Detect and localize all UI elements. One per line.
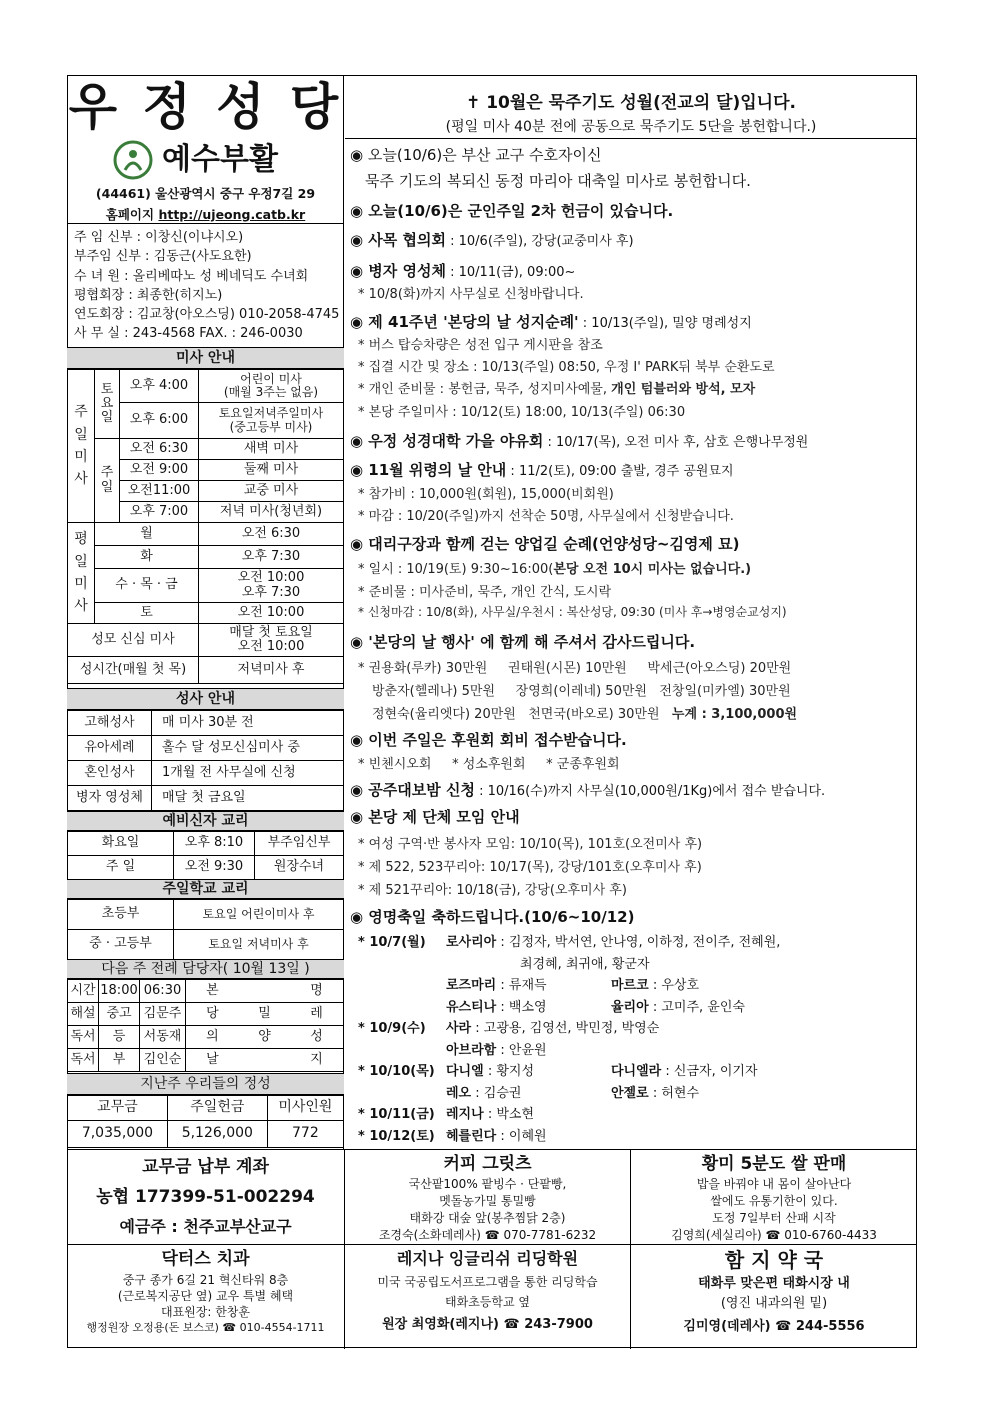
offering-value: 7,035,000 (68, 1121, 168, 1148)
liturgy-role: 해설 (68, 1003, 99, 1026)
catechumen-header: 예비신자 교리 (67, 811, 344, 831)
notice-sub-bold: 개인 텀블러와 방석, 모자 (611, 382, 756, 397)
feast-saint: 다니엘 (446, 1064, 484, 1079)
feast-saint: 레오 (446, 1085, 472, 1101)
notice-sub: * 준비물 : 미사준비, 묵주, 개인 간식, 도시락 (358, 585, 612, 600)
staff-line: 부주임 신부 : 김동근(사도요한) (74, 249, 252, 265)
rice-ad (631, 1152, 917, 1244)
liturgy-cell: 부 (99, 1049, 140, 1072)
donor-line: * 권용화(루카) 30만원 권태원(시몬) 10만원 박세근(아오스딩) 20만원 (358, 661, 792, 676)
notice-sub: * 10/8(화)까지 사무실로 신청바랍니다. (358, 287, 584, 302)
feast-names: 김승권 (483, 1085, 522, 1101)
marian-time: 오전 10:00 (237, 639, 305, 654)
bank-account: 농협 177399-51-002294 (96, 1187, 315, 1207)
notice-heading: ◉ 우정 성경대학 가을 야유회 (350, 432, 544, 450)
marian-mass-label: 성모 신심 미사 (68, 624, 199, 657)
donor-line (372, 703, 797, 722)
notice-sub: * 제 522, 523꾸리아: 10/17(목), 강당/101호(오후미사 후) (358, 860, 702, 875)
coffee-line: 국산팥100% 팥빙수 · 단팥빵, (408, 1177, 567, 1191)
liturgy-cell: 본 (186, 980, 239, 1003)
notice-heading: ◉ 11월 위령의 날 안내 (350, 461, 507, 479)
class-day: 주 일 (68, 856, 174, 880)
mass-name: 새벽 미사 (199, 439, 344, 460)
rice-line: 쌀에도 유통기한이 있다. (710, 1194, 838, 1208)
notice-sub: * 집결 시간 및 장소 : 10/13(주일) 08:50, 우정 I' PARK뒤 북부 순환도로 (358, 360, 775, 375)
feast-saint: 헤를린다 (446, 1128, 497, 1144)
feast-entry: 유스티나 : 백소영 (446, 999, 547, 1015)
notice-detail: : 10/16(수)까지 사무실(10,000원/1Kg)에서 접수 받습니다. (474, 784, 826, 799)
notice-detail: : 10/17(목), 오전 미사 후, 삼호 은행나무정원 (543, 435, 809, 450)
feast-saint: 레지나 (446, 1107, 484, 1122)
notice-item: ◉ 대리구장과 함께 걷는 양업길 순례(언양성당~김영제 묘) (350, 535, 740, 553)
school-time: 토요일 저녁미사 후 (174, 930, 344, 960)
notice-detail: : 11/2(토), 09:00 출발, 경주 공원묘지 (506, 464, 734, 479)
pharmacy-ad (631, 1246, 917, 1340)
notice-detail: : 10/13(주일), 밀양 명례성지 (578, 316, 752, 331)
donor-total: 누계 : 3,100,000원 (671, 707, 798, 722)
feast-names: 류재득 (508, 978, 547, 993)
offering-label: 주일헌금 (167, 1096, 267, 1121)
mass-name: 어린이 미사 (240, 371, 302, 386)
liturgy-cell: 레 (290, 1003, 343, 1026)
feast-saint: 마르코 (611, 978, 649, 993)
homepage-line (67, 205, 344, 223)
feast-names: 신금자, 이기자 (673, 1064, 758, 1079)
weekday: 월 (95, 523, 199, 546)
liturgy-cell: 김문주 (140, 1003, 186, 1026)
mass-time: 오후 4:00 (120, 370, 199, 403)
feast-names: 안윤원 (508, 1042, 547, 1058)
weekday-time: 오후 7:30 (199, 546, 344, 569)
coffee-line: 태화강 대숲 앞(봉추찜닭 2층) (409, 1211, 566, 1225)
feast-entry: 다니엘라 : 신금자, 이기자 (611, 1064, 758, 1079)
offering-label: 교무금 (68, 1096, 168, 1121)
sacrament-desc: 홀수 달 성모신심미사 중 (152, 736, 344, 761)
notice-sub: * 참가비 : 10,000원(회원), 15,000(비회원) (358, 487, 614, 502)
liturgy-table (67, 979, 344, 1072)
sunday-mass-label: 주일미사 (68, 370, 95, 523)
liturgy-cell: 의 (186, 1026, 239, 1049)
sacrament-name: 혼인성사 (68, 761, 152, 786)
notice-detail: : 10/6(주일), 강당(교중미사 후) (445, 234, 634, 249)
offering-label: 미사인원 (267, 1096, 343, 1121)
school-time: 토요일 어린이미사 후 (174, 900, 344, 930)
liturgy-cell: 성 (290, 1026, 343, 1049)
feast-entry: 로즈마리 : 류재득 (446, 978, 547, 993)
feast-entry: 헤를린다 : 이혜원 (446, 1128, 547, 1144)
class-teacher: 원장수녀 (255, 856, 344, 880)
liturgy-cell: 중고 (99, 1003, 140, 1026)
mass-name: 저녁 미사(청년회) (199, 502, 344, 523)
coffee-line: 멧돌농가밀 통밀빵 (439, 1194, 536, 1208)
notice-item: 묵주 기도의 복되신 동정 마리아 대축일 미사로 봉헌합니다. (365, 172, 751, 190)
notice-sub: * 제 521꾸리아: 10/18(금), 강당(오후미사 후) (358, 883, 627, 898)
notice-sub: * 본당 주일미사 : 10/12(토) 18:00, 10/13(주일) 06:30 (358, 405, 686, 420)
catechumen-table (67, 831, 344, 880)
feast-date: * 10/7(월) (358, 935, 426, 950)
feast-entry: 사라 : 고광용, 김영선, 박민정, 박영순 (446, 1021, 660, 1036)
notice-sub: * 신청마감 : 10/8(화), 사무실/우천시 : 복산성당, 09:30 (미사 후→병영순교성지) (358, 605, 787, 619)
feast-saint: 다니엘라 (611, 1064, 662, 1079)
mass-name: 둘째 미사 (199, 460, 344, 481)
english-contact: 원장 최영화(레지나) ☎ 243-7900 (382, 1317, 593, 1332)
staff-line: 수 녀 원 : 올리베따노 성 베네딕도 수녀회 (74, 268, 309, 284)
notice-sub-bold: 본당 오전 10시 미사는 없습니다.) (553, 562, 752, 577)
notice-item (350, 459, 734, 480)
english-ad (345, 1246, 630, 1338)
mass-time: 오전11:00 (120, 481, 199, 502)
liturgy-cell: 06:30 (140, 980, 186, 1003)
divider (345, 138, 917, 139)
notice-subtitle: (평일 미사 40분 전에 공동으로 묵주기도 5단을 봉헌합니다.) (445, 119, 817, 135)
feast-date: * 10/11(금) (358, 1107, 435, 1122)
sacrament-desc: 매달 첫 금요일 (152, 786, 344, 811)
divider (67, 223, 344, 224)
english-line: 태화초등학교 옆 (445, 1295, 530, 1309)
sunday-school-table (67, 899, 344, 960)
feast-entry: 레지나 : 박소현 (446, 1107, 535, 1122)
weekday-time: 오전 10:00 (237, 570, 305, 586)
donor-line: 방춘자(헬레나) 5만원 장영희(이레네) 50만원 전창일(미카엘) 30만원 (372, 684, 791, 699)
sacrament-name: 병자 영성체 (68, 786, 152, 811)
mass-time: 오후 7:00 (120, 502, 199, 523)
feast-saint: 유스티나 (446, 999, 497, 1015)
dental-line: 중구 종가 6길 21 혁신타워 8층 (122, 1273, 289, 1287)
liturgy-cell: 18:00 (99, 980, 140, 1003)
notice-sub: * 버스 탑승차량은 성전 입구 게시판을 참조 (358, 338, 603, 353)
homepage-label: 홈페이지 (105, 207, 155, 222)
english-title: 레지나 잉글리쉬 리딩학원 (396, 1249, 579, 1268)
feast-saint: 사라 (446, 1021, 472, 1036)
feast-saint: 안젤로 (611, 1085, 649, 1101)
coffee-contact: 조경숙(소화데레사) ☎ 070-7781-6232 (378, 1228, 597, 1242)
mass-table (67, 369, 344, 684)
feast-entry: 다니엘 : 황지성 (446, 1064, 535, 1079)
adoration-label: 성시간(매월 첫 목) (68, 657, 199, 684)
rice-title: 황미 5분도 쌀 판매 (701, 1154, 847, 1174)
liturgy-cell: 서동재 (140, 1026, 186, 1049)
sunday-school-header: 주일학교 교리 (67, 879, 344, 899)
feast-names: 최경혜, 최귀애, 황군자 (520, 956, 650, 972)
coffee-ad (345, 1152, 630, 1244)
notice-sub: * 여성 구역·반 봉사자 모임: 10/10(목), 101호(오전미사 후) (358, 837, 703, 852)
class-day: 화요일 (68, 832, 174, 856)
notice-item: ◉ 이번 주일은 후원회 회비 접수받습니다. (350, 731, 627, 749)
staff-line: 연도회장 : 김교창(아오스딩) 010-2058-4745 (74, 307, 340, 323)
mass-name: 토요일저녁주일미사 (218, 406, 324, 421)
feast-saint: 율리아 (611, 999, 649, 1015)
staff-line: 사 무 실 : 243-4568 FAX. : 246-0030 (74, 326, 303, 342)
feast-entry: 레오 : 김승권 (446, 1085, 522, 1101)
offering-table (67, 1095, 344, 1148)
staff-line: 주 임 신부 : 이창신(이냐시오) (74, 230, 244, 245)
liturgy-cell: 명 (290, 980, 343, 1003)
notice-item: ◉ '본당의 날 행사' 에 함께 해 주셔서 감사드립니다. (350, 633, 696, 651)
liturgy-cell: 지 (290, 1049, 343, 1072)
mass-name: 교중 미사 (199, 481, 344, 502)
notice-item (350, 229, 634, 250)
notice-item (350, 430, 808, 451)
sacrament-name: 유아세례 (68, 736, 152, 761)
mass-time: 오전 6:30 (120, 439, 199, 460)
dental-line: 대표원장: 한창훈 (160, 1305, 250, 1319)
offering-header: 지난주 우리들의 정성 (67, 1073, 344, 1095)
offering-value: 772 (267, 1121, 343, 1148)
pharmacy-contact: 김미영(데레사) ☎ 244-5556 (683, 1319, 865, 1334)
feast-names: 허현수 (661, 1085, 700, 1101)
saturday-label: 토요일 (95, 370, 120, 439)
feast-saint: 아브라함 (446, 1042, 497, 1058)
liturgy-cell: 밀 (239, 1003, 290, 1026)
feast-saint: 로사리아 (446, 935, 497, 950)
weekday-mass-label: 평일미사 (68, 523, 95, 624)
weekday-time: 오후 7:30 (241, 584, 301, 600)
church-address: (44461) 울산광역시 중구 우정7길 29 (95, 186, 316, 201)
liturgy-role: 독서 (68, 1049, 99, 1072)
feast-names: 우상호 (661, 978, 700, 993)
dental-line: (근로복지공단 옆) 교우 특별 혜택 (117, 1289, 294, 1303)
bank-ad (67, 1154, 344, 1240)
sacrament-desc: 매 미사 30분 전 (152, 711, 344, 736)
notice-heading: ◉ 사목 협의회 (350, 231, 446, 249)
school-grade: 초등부 (68, 900, 174, 930)
rice-line: 밥을 바꿔야 내 몸이 살아난다 (696, 1177, 852, 1191)
liturgy-cell: 날 (186, 1049, 239, 1072)
church-name: 우 정 성 당 (68, 78, 343, 136)
notice-title: ✝ 10월은 묵주기도 성월(전교의 달)입니다. (466, 93, 796, 113)
coffee-title: 커피 그릿츠 (443, 1154, 532, 1174)
notice-item: ◉ 오늘(10/6)은 부산 교구 수호자이신 (350, 146, 602, 164)
class-time: 오후 8:10 (174, 832, 255, 856)
dental-contact: 행정원장 오정용(돈 보스코) ☎ 010-4554-1711 (86, 1321, 325, 1334)
notice-heading: ◉ 제 41주년 '본당의 날 성지순례' (350, 313, 579, 331)
notice-detail: : 10/11(금), 09:00~ (445, 265, 576, 280)
notice-item: ◉ 영명축일 축하드립니다.(10/6~10/12) (350, 908, 635, 926)
notice-sub-text: * 일시 : 10/19(토) 9:30~16:00( (358, 562, 554, 577)
school-grade: 중 · 고등부 (68, 930, 174, 960)
notice-item (350, 260, 575, 281)
feast-entry: 율리아 : 고미주, 윤인숙 (611, 999, 745, 1015)
notice-item: ◉ 오늘(10/6)은 군인주일 2차 헌금이 있습니다. (350, 202, 674, 220)
weekday: 토 (95, 603, 199, 624)
sacrament-table (67, 710, 344, 811)
staff-line: 평협회장 : 최종한(히지노) (74, 287, 223, 303)
pharmacy-line: (영진 내과의원 밑) (720, 1296, 828, 1311)
feast-names: 고미주, 윤인숙 (661, 999, 745, 1015)
english-line: 미국 국공립도서프로그램을 통한 리딩학습 (377, 1275, 598, 1289)
donor-text: 정현숙(율리엣다) 20만원 천면국(바오로) 30만원 (372, 707, 672, 722)
feast-entry: 로사리아 : 김정자, 박서연, 안나영, 이하정, 전이주, 전혜원, (446, 935, 781, 950)
feast-names: 황지성 (496, 1064, 535, 1079)
marian-time: 매달 첫 토요일 (229, 624, 313, 640)
notice-sub: * 마감 : 10/20(주일)까지 선착순 50명, 사무실에서 신청받습니다. (358, 509, 734, 524)
mass-note: (매월 3주는 없음) (223, 385, 319, 399)
ads-section (67, 1149, 917, 1348)
weekday: 화 (95, 546, 199, 569)
notice-heading: ◉ 병자 영성체 (350, 262, 446, 280)
class-teacher: 부주임신부 (255, 832, 344, 856)
sacrament-desc: 1개월 전 사무실에 신청 (152, 761, 344, 786)
feast-date: * 10/12(토) (358, 1128, 435, 1144)
feast-date: * 10/10(목) (358, 1064, 435, 1079)
liturgy-role: 시간 (68, 980, 99, 1003)
liturgy-cell (239, 980, 290, 1003)
notice-heading: ◉ 공주대보밤 신청 (350, 781, 475, 799)
liturgy-cell: 당 (186, 1003, 239, 1026)
dental-ad (67, 1246, 344, 1336)
feast-date: * 10/9(수) (358, 1021, 426, 1036)
notice-sub-text: * 개인 준비물 : 봉헌금, 묵주, 성지미사예물, (358, 382, 612, 397)
feast-entry: 아브라함 : 안윤원 (446, 1042, 547, 1058)
bank-title: 교무금 납부 계좌 (142, 1157, 269, 1177)
feast-names: 이혜원 (508, 1128, 547, 1144)
mass-time: 오후 6:00 (120, 403, 199, 439)
mass-note: (중고등부 미사) (229, 419, 313, 434)
liturgy-role: 독서 (68, 1026, 99, 1049)
church-subtitle: 예수부활 (162, 142, 278, 177)
feast-entry: 안젤로 : 허현수 (611, 1085, 700, 1101)
sacrament-name: 고해성사 (68, 711, 152, 736)
class-time: 오전 9:30 (174, 856, 255, 880)
weekday: 수 · 목 · 금 (95, 569, 199, 603)
sunday-label: 주일 (95, 439, 120, 523)
bank-holder: 예금주 : 천주교부산교구 (119, 1217, 292, 1236)
dental-title: 닥터스 치과 (161, 1249, 250, 1269)
homepage-link[interactable]: http://ujeong.catb.kr (158, 207, 306, 222)
liturgy-cell: 양 (239, 1026, 290, 1049)
notice-item (350, 311, 752, 332)
rice-contact: 김영희(세실리아) ☎ 010-6760-4433 (671, 1228, 877, 1242)
feast-entry: 마르코 : 우상호 (611, 978, 700, 993)
sacrament-header: 성사 안내 (67, 688, 344, 710)
divider (67, 1244, 917, 1245)
notice-item: ◉ 본당 제 단체 모임 안내 (350, 808, 520, 826)
rice-line: 도정 7일부터 산패 시작 (712, 1211, 836, 1225)
notice-item (350, 779, 825, 800)
feast-names: 고광용, 김영선, 박민정, 박영순 (483, 1021, 660, 1036)
offering-value: 5,126,000 (167, 1121, 267, 1148)
parish-logo-icon (113, 140, 153, 180)
notice-sub: * 빈첸시오회 * 성소후원회 * 군종후원회 (358, 757, 620, 772)
feast-saint: 로즈마리 (446, 978, 497, 993)
feast-names: 박소현 (496, 1107, 535, 1122)
liturgy-cell: 등 (99, 1026, 140, 1049)
liturgy-cell (239, 1049, 290, 1072)
liturgy-header: 다음 주 전례 담당자( 10월 13일 ) (67, 959, 344, 979)
feast-names: 김정자, 박서연, 안나영, 이하정, 전이주, 전혜원, (508, 935, 781, 950)
mass-header: 미사 안내 (67, 347, 344, 369)
weekday-time: 오전 6:30 (199, 523, 344, 546)
staff-list (74, 228, 339, 344)
notice-sub (358, 378, 755, 397)
weekday-time: 오전 10:00 (199, 603, 344, 624)
liturgy-cell: 김인순 (140, 1049, 186, 1072)
notice-sub (358, 558, 751, 577)
feast-names: 백소영 (508, 999, 547, 1015)
pharmacy-title: 함 지 약 국 (724, 1248, 824, 1272)
mass-time: 오전 9:00 (120, 460, 199, 481)
pharmacy-line: 태화루 맞은편 태화시장 내 (698, 1276, 850, 1291)
adoration-time: 저녁미사 후 (199, 657, 344, 684)
